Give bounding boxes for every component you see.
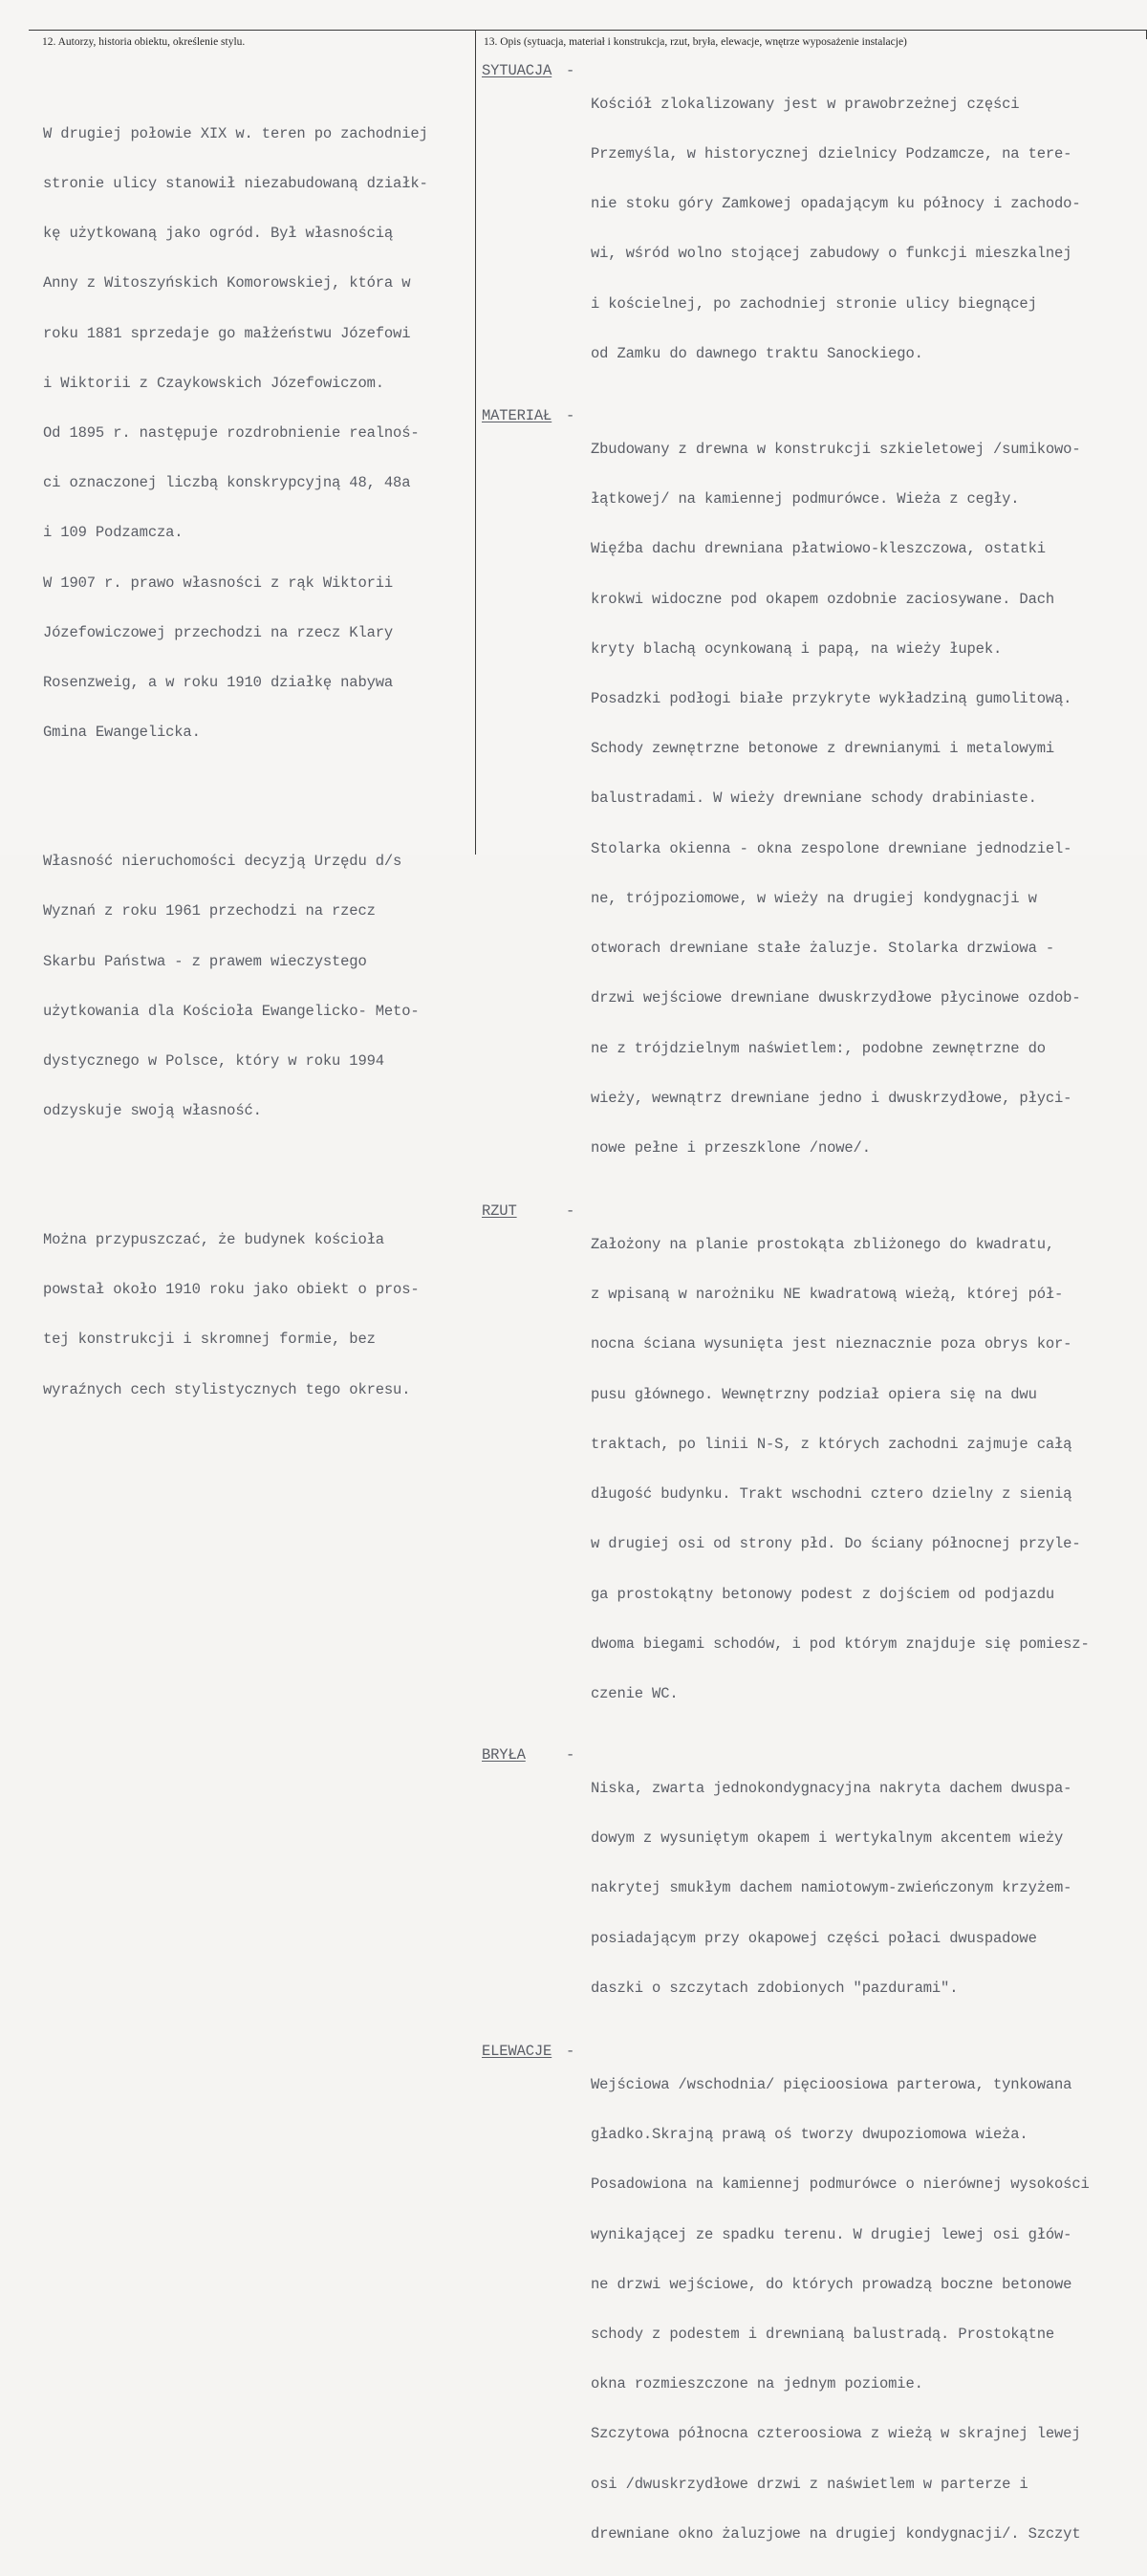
history-column (43, 59, 483, 1478)
text-line: ne, trójpoziomowe, w wieży na drugiej kondygnacji w (591, 889, 1037, 907)
text-line: posiadającym przy okapowej części połaci dwuspadowe (591, 1929, 1037, 1947)
text-line: wieży, wewnątrz drewniane jedno i dwuskrzydłowe, płyci- (591, 1089, 1072, 1107)
description-column (482, 63, 1147, 2576)
section-body (591, 2044, 1147, 2576)
text-line: i kościelnej, po zachodniej stronie ulicy biegnącej (591, 294, 1037, 313)
text-line: gładko.Skrajną prawą oś tworzy dwupoziomowa wieża. (591, 2126, 1028, 2144)
section-dash: - (566, 1202, 575, 1221)
text-line: roku 1881 sprzedaje go małżeństwu Józefowi (43, 324, 411, 342)
text-line: Schody zewnętrzne betonowe z drewnianymi i metalowymi (591, 740, 1055, 758)
text-line: schody z podestem i drewnianą balustradą. Prostokątne (591, 2326, 1055, 2344)
text-line: z wpisaną w narożniku NE kwadratową wieżą, której pół- (591, 1286, 1064, 1304)
text-line: Rosenzweig, a w roku 1910 działkę nabywa (43, 674, 394, 692)
text-line: nie stoku góry Zamkowej opadającym ku północy i zachodo- (591, 195, 1081, 213)
text-line: nowe pełne i przeszklone /nowe/. (591, 1139, 871, 1157)
text-line: kryty blachą ocynkowaną i papą, na wieży łupek. (591, 639, 1003, 658)
section-rzut (482, 1203, 1147, 1736)
text-line: Józefowiczowej przechodzi na rzecz Klary (43, 623, 394, 641)
text-line: Gmina Ewangelicka. (43, 724, 201, 742)
history-paragraph (43, 1199, 483, 1432)
section-label: SYTUACJA (482, 62, 552, 79)
text-line: od Zamku do dawnego traktu Sanockiego. (591, 344, 923, 362)
text-line: Niska, zwarta jednokondygnacyjna nakryta dachem dwuspa- (591, 1780, 1072, 1798)
text-line: i 109 Podzamcza. (43, 524, 184, 542)
text-line: i Wiktorii z Czaykowskich Józefowiczom. (43, 374, 384, 392)
text-line: Własność nieruchomości decyzją Urzędu d/s (43, 853, 402, 871)
text-line: powstał około 1910 roku jako obiekt o pros- (43, 1281, 420, 1299)
text-line: Założony na planie prostokąta zbliżonego do kwadratu, (591, 1236, 1055, 1254)
section-body (591, 1747, 1147, 2030)
text-line: nakrytej smukłym dachem namiotowym-zwieńczonym krzyżem- (591, 1879, 1072, 1897)
text-line: dystycznego w Polsce, który w roku 1994 (43, 1051, 384, 1070)
history-paragraph (43, 93, 483, 775)
text-line: Zbudowany z drewna w konstrukcji szkieletowej /sumikowo- (591, 440, 1081, 458)
text-line: Przemyśla, w historycznej dzielnicy Podzamcze, na tere- (591, 145, 1072, 163)
text-line: Posadowiona na kamiennej podmurówce o nierównej wysokości (591, 2176, 1090, 2194)
left-column-header: 12. Autorzy, historia obiektu, określenie stylu. (42, 36, 246, 48)
text-line: w drugiej osi od strony płd. Do ściany północnej przyle- (591, 1535, 1081, 1553)
text-line: balustradami. W wieży drewniane schody drabiniaste. (591, 790, 1037, 808)
text-line: okna rozmieszczone na jednym poziomie. (591, 2375, 923, 2393)
text-line: Szczytowa północna czteroosiowa z wieżą w skrajnej lewej (591, 2425, 1081, 2443)
text-line: drewniane okno żaluzjowe na drugiej kondygnacji/. Szczyt (591, 2524, 1081, 2543)
section-label: MATERIAŁ (482, 407, 552, 425)
section-bryla (482, 1747, 1147, 2030)
section-elewacje (482, 2044, 1147, 2576)
text-line: traktach, po linii N-S, z których zachodni zajmuje całą (591, 1435, 1072, 1453)
text-line: pusu głównego. Wewnętrzny podział opiera się na dwu (591, 1385, 1037, 1403)
text-line: W 1907 r. prawo własności z rąk Wiktorii (43, 574, 394, 592)
history-paragraph (43, 820, 483, 1153)
section-material (482, 408, 1147, 1190)
text-line: kę użytkowaną jako ogród. Był własnością (43, 225, 394, 243)
text-line: dwoma biegami schodów, i pod którym znajduje się pomiesz- (591, 1634, 1090, 1653)
text-line: wi, wśród wolno stojącej zabudowy o funkcji mieszkalnej (591, 245, 1072, 263)
header-rule (29, 30, 1147, 31)
text-line: Stolarka okienna - okna zespolone drewniane jednodziel- (591, 839, 1072, 857)
text-line: dowym z wysuniętym okapem i wertykalnym akcentem wieży (591, 1829, 1064, 1848)
text-line: stronie ulicy stanowił niezabudowaną działk- (43, 174, 428, 192)
text-line: ne drzwi wejściowe, do których prowadzą boczne betonowe (591, 2275, 1072, 2293)
text-line: W drugiej połowie XIX w. teren po zachodniej (43, 124, 428, 142)
text-line: Skarbu Państwa - z prawem wieczystego (43, 952, 367, 970)
section-label: ELEWACJE (482, 2043, 552, 2061)
text-line: Wyznań z roku 1961 przechodzi na rzecz (43, 902, 376, 920)
text-line: osi /dwuskrzydłowe drzwi z naświetlem w parterze i (591, 2475, 1028, 2493)
section-dash: - (566, 407, 575, 425)
text-line: czenie WC. (591, 1685, 679, 1702)
section-dash: - (566, 2043, 575, 2061)
text-line: łątkowej/ na kamiennej podmurówce. Wieża z cegły. (591, 490, 1020, 509)
section-dash: - (566, 62, 575, 79)
section-body (591, 1203, 1147, 1736)
text-line: Wejściowa /wschodnia/ pięcioosiowa parterowa, tynkowana (591, 2075, 1072, 2093)
text-line: odzyskuje swoją własność. (43, 1102, 262, 1120)
text-line: nocna ściana wysunięta jest nieznacznie poza obrys kor- (591, 1335, 1072, 1353)
section-label: RZUT (482, 1202, 517, 1221)
text-line: krokwi widoczne pod okapem ozdobnie zaciosywane. Dach (591, 590, 1055, 608)
text-line: użytkowania dla Kościoła Ewangelicko- Meto- (43, 1002, 420, 1020)
text-line: Posadzki podłogi białe przykryte wykładziną gumolitową. (591, 690, 1072, 708)
text-line: drzwi wejściowe drewniane dwuskrzydłowe płycinowe ozdob- (591, 989, 1081, 1007)
text-line: otworach drewniane stałe żaluzje. Stolarka drzwiowa - (591, 940, 1055, 958)
right-column-header: 13. Opis (sytuacja, materiał i konstrukcja, rzut, bryła, elewacje, wnętrze wyposażenie instalacje) (484, 36, 907, 48)
text-line: Od 1895 r. następuje rozdrobnienie realnoś- (43, 423, 420, 442)
section-body (591, 408, 1147, 1190)
text-line: długość budynku. Trakt wschodni cztero dzielny z sienią (591, 1485, 1072, 1504)
section-dash: - (566, 1746, 575, 1764)
text-line: Więźba dachu drewniana płatwiowo-kleszczowa, ostatki (591, 540, 1046, 558)
text-line: wynikającej ze spadku terenu. W drugiej lewej osi głów- (591, 2225, 1072, 2243)
text-line: ci oznaczonej liczbą konskrypcyjną 48, 48a (43, 474, 411, 492)
text-line: daszki o szczytach zdobionych "pazdurami". (591, 1979, 959, 1997)
section-sytuacja (482, 63, 1147, 396)
text-line: wyraźnych cech stylistycznych tego okresu. (43, 1380, 411, 1398)
section-body (591, 63, 1147, 396)
text-line: ne z trójdzielnym naświetlem:, podobne zewnętrzne do (591, 1039, 1046, 1057)
text-line: tej konstrukcji i skromnej formie, bez (43, 1331, 376, 1349)
text-line: Można przypuszczać, że budynek kościoła (43, 1231, 384, 1249)
text-line: ga prostokątny betonowy podest z dojściem od podjazdu (591, 1585, 1055, 1603)
text-line: Anny z Witoszyńskich Komorowskiej, która w (43, 274, 411, 292)
text-line: Kościół zlokalizowany jest w prawobrzeżnej części (591, 95, 1020, 113)
section-label: BRYŁA (482, 1746, 526, 1764)
